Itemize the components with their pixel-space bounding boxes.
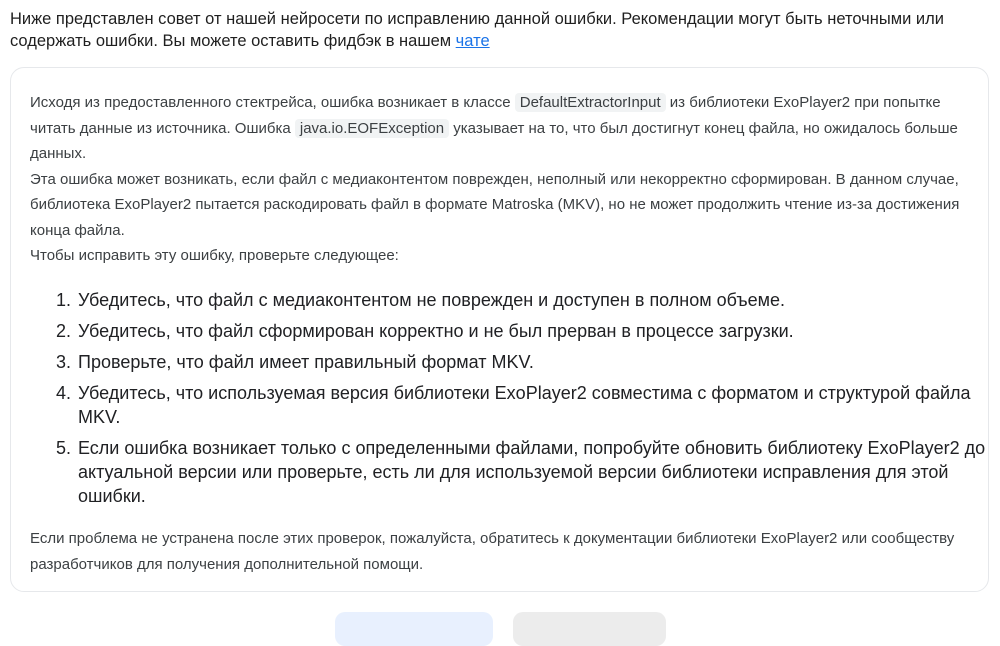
answer-paragraph-2: Эта ошибка может возникать, если файл с медиаконтентом поврежден, неполный или некорректно сформирован. В данном случае, библиотека ExoPlayer2 пытается раскодировать файл в формате Matroska (MKV), но не может продолжить чтение из-за достижения конца файла.	[30, 170, 960, 239]
answer-outro: Если проблема не устранена после этих проверок, пожалуйста, обратитесь к документации библиотеки ExoPlayer2 или сообществу разработчиков для получения дополнительной помощи.	[30, 530, 955, 573]
answer-text	[30, 90, 970, 269]
answer-paragraph-1	[30, 90, 970, 167]
list-item: 4. Убедитесь, что используемая версия библиотеки ExoPlayer2 совместима с форматом и структурой файла MKV.	[76, 381, 996, 429]
list-item: 1. Убедитесь, что файл с медиаконтентом не поврежден и доступен в полном объеме.	[76, 288, 996, 312]
ai-answer-card	[10, 67, 989, 592]
fix-steps-list	[40, 288, 996, 515]
list-item: 2. Убедитесь, что файл сформирован корректно и не был прерван в процессе загрузки.	[76, 319, 996, 343]
inline-code-class: DefaultExtractorInput	[515, 93, 666, 112]
inline-code-exception: java.io.EOFException	[295, 119, 449, 138]
intro-text: Ниже представлен совет от нашей нейросети по исправлению данной ошибки. Рекомендации могут быть неточными или содержать ошибки. Вы можете оставить фидбэк в нашем	[10, 10, 944, 50]
answer-p1-part-c: указывает на то, что был достигнут конец файла, но ожидалось больше данных.	[30, 119, 958, 162]
chat-link[interactable]: чате	[455, 32, 490, 50]
ai-advice-intro	[10, 8, 985, 52]
list-item: 5. Если ошибка возникает только с определенными файлами, попробуйте обновить библиотеку ExoPlayer2 до актуальной версии или проверьте, есть ли для используемой версии библиотеки исправления для этой ошибки.	[76, 436, 996, 508]
primary-action-button[interactable]	[335, 612, 493, 646]
list-item: 3. Проверьте, что файл имеет правильный формат MKV.	[76, 350, 996, 374]
secondary-action-button[interactable]	[513, 612, 666, 646]
answer-p1-part-a: Исходя из предоставленного стектрейса, ошибка возникает в классе	[30, 94, 515, 111]
answer-paragraph-3: Чтобы исправить эту ошибку, проверьте следующее:	[30, 247, 399, 264]
answer-p1-part-b: из библиотеки ExoPlayer2 при попытке читать данные из источника. Ошибка	[30, 94, 941, 137]
